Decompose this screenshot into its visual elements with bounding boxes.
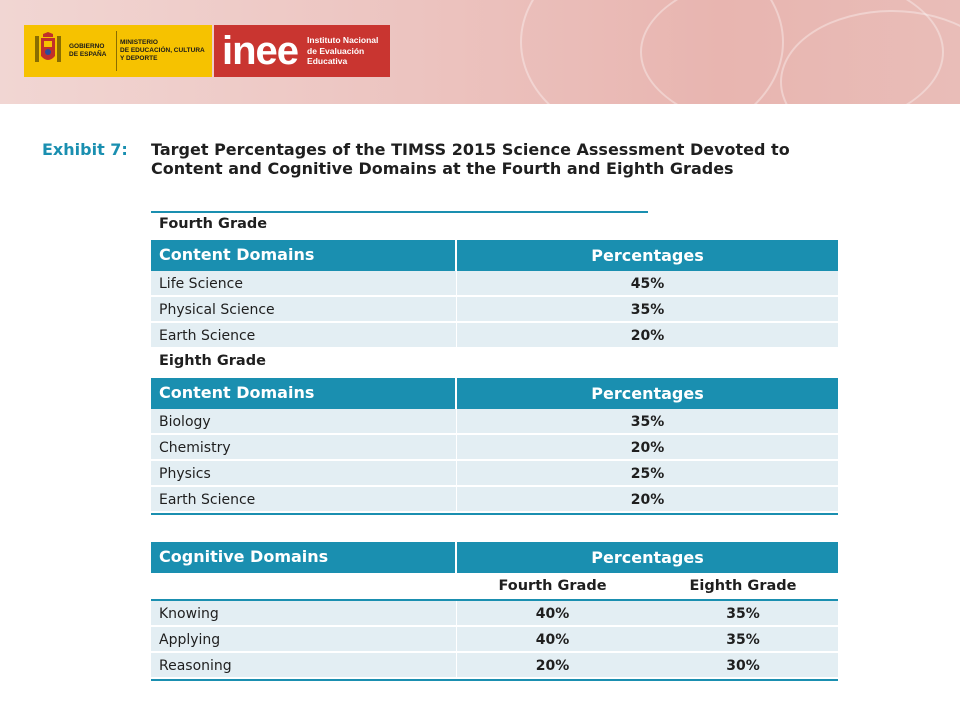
table-row: [151, 435, 838, 461]
eighth-grade-table: [151, 378, 838, 515]
column-header-domain: Content Domains: [151, 240, 457, 271]
domain-cell: Life Science: [151, 271, 457, 295]
coat-of-arms-icon: [33, 32, 63, 70]
exhibit-label: Exhibit 7:: [42, 140, 128, 159]
table-row: [151, 409, 838, 435]
inee-logo: [214, 25, 390, 77]
table-subheader: [151, 573, 838, 601]
domain-cell: Chemistry: [151, 435, 457, 459]
table-header: [151, 542, 838, 573]
percent-cell: 35%: [630, 414, 665, 430]
table-row: [151, 487, 838, 513]
eighth-grade-cell: 35%: [726, 632, 760, 648]
fourth-grade-cell: 20%: [535, 658, 570, 674]
column-header-domain: Content Domains: [151, 378, 457, 409]
domain-cell: Earth Science: [151, 487, 457, 511]
column-header-percent: Percentages: [591, 548, 704, 567]
subheader-blank: [151, 573, 457, 599]
table-header: [151, 378, 838, 409]
ministry-text: MINISTERIO DE EDUCACIÓN, CULTURA Y DEPORTE: [120, 39, 205, 62]
domain-cell: Biology: [151, 409, 457, 433]
percent-cell: 45%: [630, 276, 665, 292]
fourth-grade-cell: 40%: [535, 632, 570, 648]
subheader-eighth-grade: Eighth Grade: [689, 578, 797, 594]
domain-cell: Physical Science: [151, 297, 457, 321]
domain-cell: Applying: [151, 627, 457, 651]
fourth-grade-cell: 40%: [535, 606, 570, 622]
table-row: [151, 323, 838, 349]
table-header: [151, 240, 838, 271]
fourth-grade-label: Fourth Grade: [159, 216, 268, 232]
gobierno-text: GOBIERNO DE ESPAÑA: [69, 43, 107, 58]
table-row: [151, 627, 838, 653]
column-header-percent: Percentages: [591, 246, 704, 265]
eighth-grade-cell: 30%: [726, 658, 760, 674]
percent-cell: 20%: [630, 492, 665, 508]
percent-cell: 35%: [630, 302, 665, 318]
table-bottom-rule: [151, 513, 838, 515]
percent-cell: 20%: [630, 440, 665, 456]
fourth-grade-table: [151, 240, 838, 349]
gobierno-logo: [24, 25, 212, 77]
table-row: [151, 461, 838, 487]
exhibit-title: Target Percentages of the TIMSS 2015 Science Assessment Devoted to Content and Cognitive Domains at the Fourth and Eighth Grades: [151, 140, 790, 178]
table-row: [151, 271, 838, 297]
cognitive-domains-table: [151, 542, 838, 681]
percent-cell: 20%: [630, 328, 665, 344]
column-header-domain: Cognitive Domains: [151, 542, 457, 573]
header-banner: [0, 0, 960, 104]
domain-cell: Reasoning: [151, 653, 457, 677]
table-bottom-rule: [151, 679, 838, 681]
table-row: [151, 653, 838, 679]
inee-wordmark: inee: [222, 29, 299, 73]
percent-cell: 25%: [630, 466, 665, 482]
domain-cell: Physics: [151, 461, 457, 485]
inee-subtitle: Instituto Nacional de Evaluación Educativa: [307, 35, 379, 67]
table-row: [151, 297, 838, 323]
domain-cell: Earth Science: [151, 323, 457, 347]
title-rule: [151, 211, 648, 213]
logo-divider: [116, 31, 117, 71]
domain-cell: Knowing: [151, 601, 457, 625]
column-header-percent: Percentages: [591, 384, 704, 403]
eighth-grade-label: Eighth Grade: [159, 353, 266, 369]
eighth-grade-cell: 35%: [726, 606, 760, 622]
subheader-fourth-grade: Fourth Grade: [498, 578, 607, 594]
table-row: [151, 601, 838, 627]
